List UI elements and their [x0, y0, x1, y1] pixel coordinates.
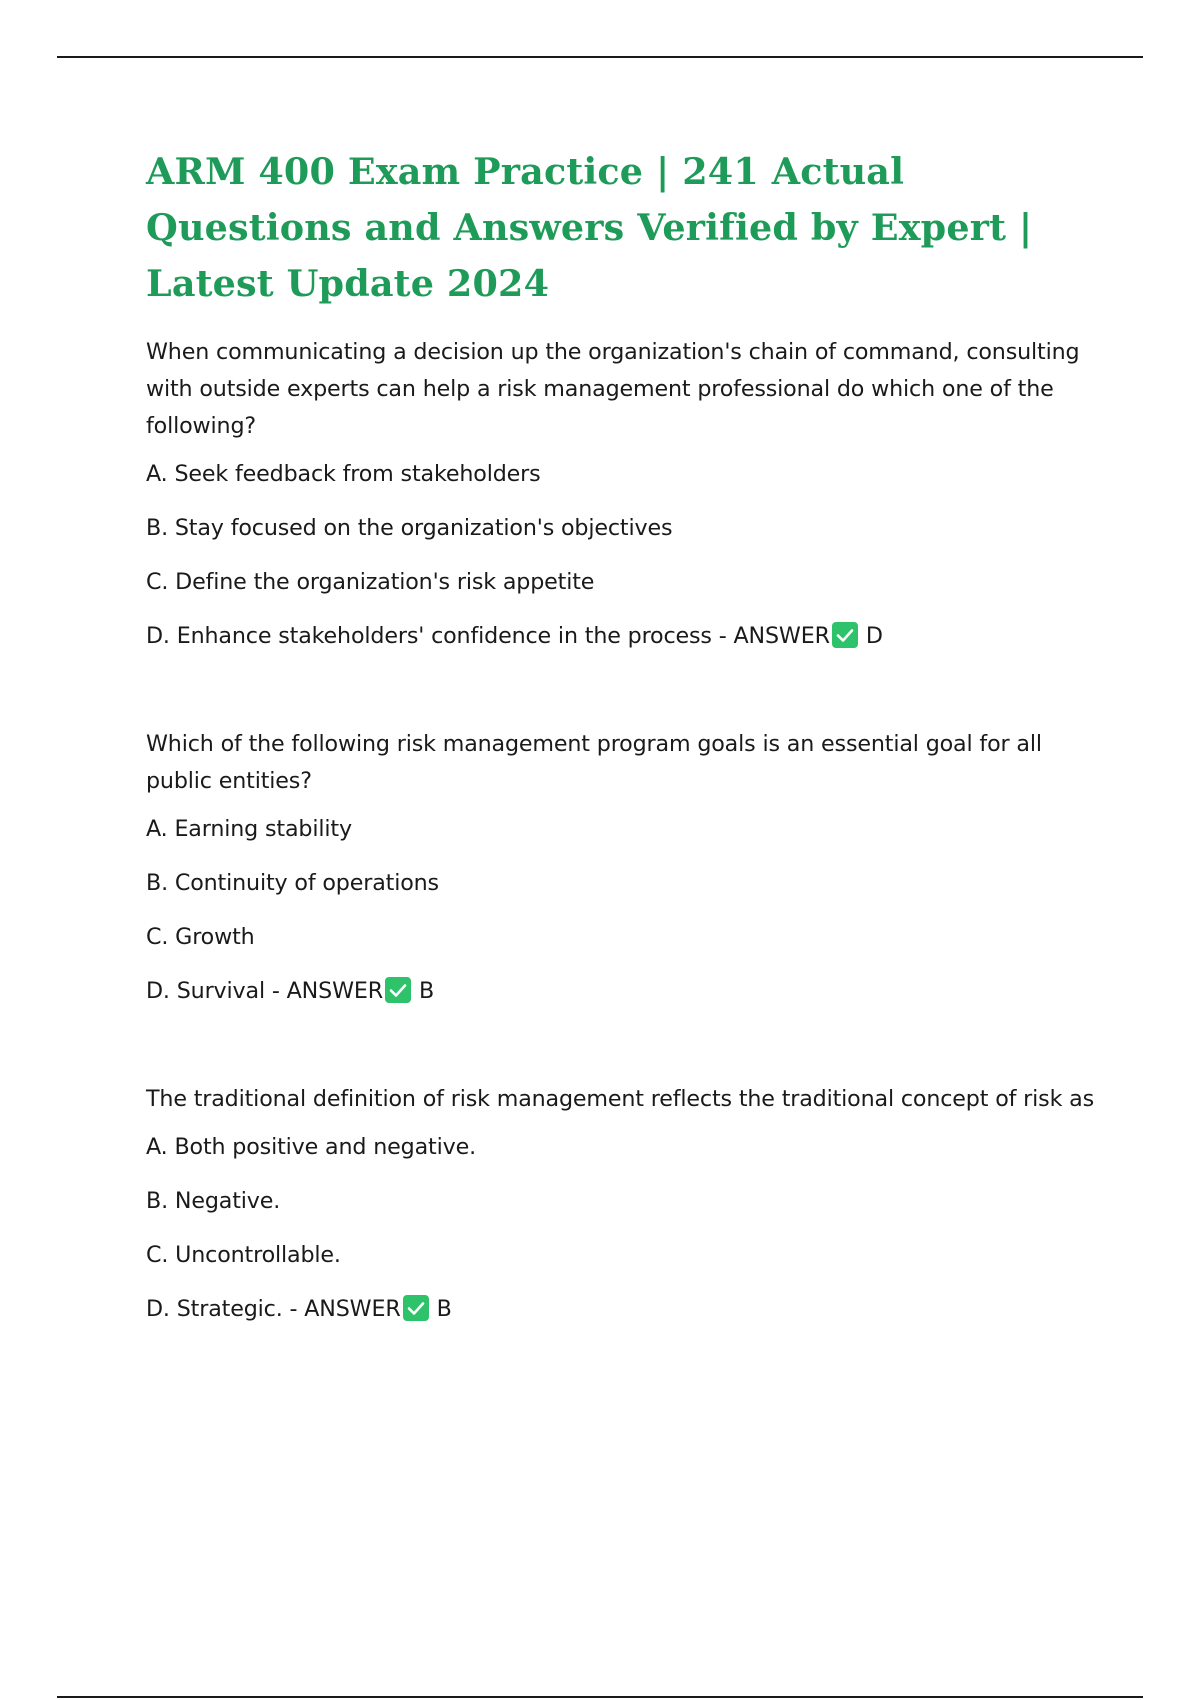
option-d: D. Survival - ANSWER: [146, 978, 383, 1004]
option-b: B. Negative.: [146, 1188, 281, 1214]
option-a: A. Both positive and negative.: [146, 1134, 476, 1160]
option-d-with-answer: [146, 976, 1106, 1006]
answer-letter: B: [436, 1296, 452, 1322]
check-mark-icon: [385, 977, 411, 1003]
option-d-with-answer: [146, 1294, 1106, 1324]
question-text: When communicating a decision up the organization's chain of command, consulting with outside experts can help a risk management professional do which one of the following?: [146, 339, 1080, 439]
option-d: D. Enhance stakeholders' confidence in the process - ANSWER: [146, 623, 830, 649]
check-mark-icon: [403, 1295, 429, 1321]
check-mark-icon: [832, 622, 858, 648]
question-text: Which of the following risk management program goals is an essential goal for all public entities?: [146, 731, 1042, 794]
option-d: D. Strategic. - ANSWER: [146, 1296, 401, 1322]
option-d-with-answer: [146, 621, 1106, 651]
option-b: B. Continuity of operations: [146, 870, 439, 896]
option-c: C. Define the organization's risk appetite: [146, 569, 595, 595]
option-c: C. Uncontrollable.: [146, 1242, 341, 1268]
answer-letter: B: [419, 978, 435, 1004]
question-block: [146, 1081, 1106, 1324]
option-b: B. Stay focused on the organization's objectives: [146, 515, 673, 541]
document-body: [146, 144, 1106, 1399]
question-block: [146, 726, 1106, 1006]
option-a: A. Earning stability: [146, 816, 352, 842]
document-title: ARM 400 Exam Practice | 241 Actual Questions and Answers Verified by Expert | Latest Update 2024: [146, 150, 1033, 305]
header-rule: [57, 56, 1143, 58]
question-block: [146, 334, 1106, 651]
option-c: C. Growth: [146, 924, 255, 950]
answer-letter: D: [865, 623, 883, 649]
option-a: A. Seek feedback from stakeholders: [146, 461, 541, 487]
footer-rule: [57, 1696, 1143, 1698]
question-text: The traditional definition of risk management reflects the traditional concept of risk as: [146, 1086, 1095, 1112]
